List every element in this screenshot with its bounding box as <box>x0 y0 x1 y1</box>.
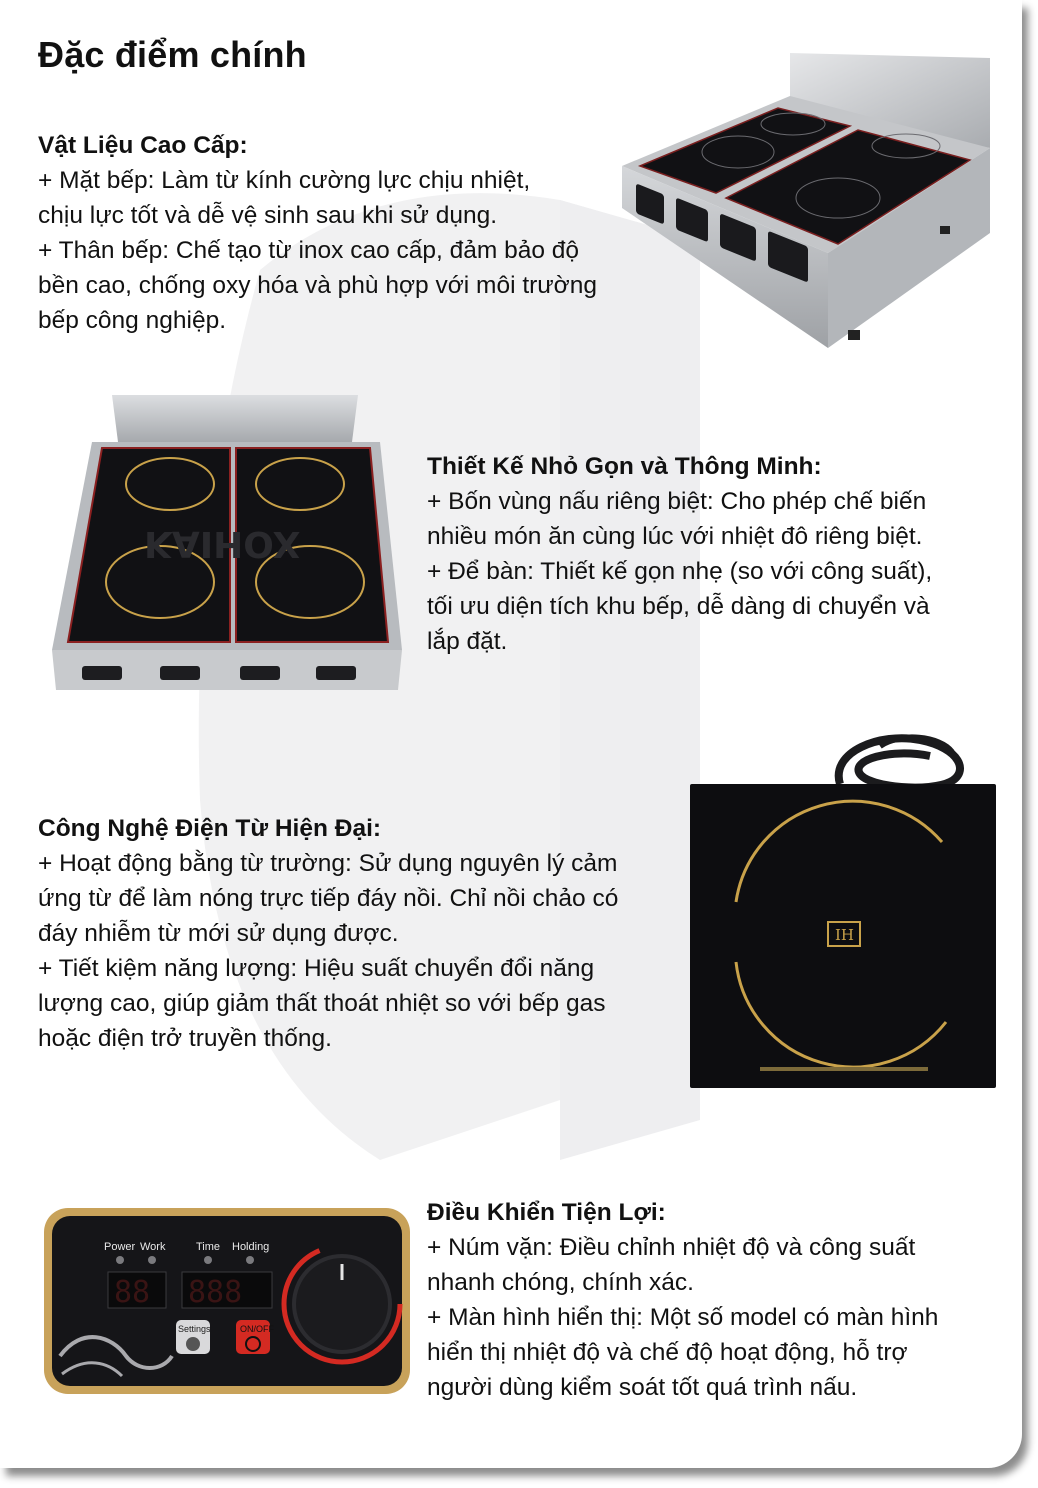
section-controls <box>427 1195 938 1405</box>
section-line: đáy nhiễm từ mới sử dụng được. <box>38 920 399 947</box>
page-title: Đặc điểm chính <box>38 34 307 75</box>
section-line: + Để bàn: Thiết kế gọn nhẹ (so với công suất), <box>427 558 933 585</box>
stove-top-view-image <box>52 390 404 702</box>
section-heading: Điều Khiển Tiện Lợi: <box>427 1199 666 1226</box>
section-line: + Màn hình hiển thị: Một số model có màn hình <box>427 1304 939 1331</box>
section-line: hoặc điện trở truyền thống. <box>38 1025 332 1052</box>
svg-text:Power: Power <box>104 1241 136 1253</box>
section-line: bếp công nghiệp. <box>38 307 226 334</box>
section-line: bền cao, chống oxy hóa và phù hợp với môi trường <box>38 272 598 299</box>
section-line: + Tiết kiệm năng lượng: Hiệu suất chuyển đổi năng <box>38 955 595 982</box>
control-panel-image <box>42 1206 412 1396</box>
section-materials <box>38 128 597 338</box>
section-heading: Vật Liệu Cao Cấp: <box>38 132 248 159</box>
svg-text:IH: IH <box>835 926 855 944</box>
section-technology <box>38 811 618 1056</box>
section-line: + Bốn vùng nấu riêng biệt: Cho phép chế biến <box>427 488 927 515</box>
section-line: lượng cao, giúp giảm thất thoát nhiệt so với bếp gas <box>38 990 606 1017</box>
section-line: nhiều món ăn cùng lúc với nhiệt đô riêng biệt. <box>427 523 923 550</box>
svg-text:Holding: Holding <box>232 1241 270 1253</box>
section-heading: Công Nghệ Điện Từ Hiện Đại: <box>38 815 382 842</box>
section-line: + Mặt bếp: Làm từ kính cường lực chịu nhiệt, <box>38 167 531 194</box>
svg-text:Work: Work <box>140 1241 166 1253</box>
svg-text:ON/OFF: ON/OFF <box>240 1324 274 1334</box>
section-line: tối ưu diện tích khu bếp, dễ dàng di chuyển và <box>427 593 930 620</box>
svg-text:KAIHOX: KAIHOX <box>144 523 301 564</box>
section-line: ứng từ để làm nóng trực tiếp đáy nồi. Chỉ nồi chảo có <box>38 885 619 912</box>
svg-text:888: 888 <box>188 1275 243 1310</box>
stove-angled-image <box>618 48 998 353</box>
section-line: + Thân bếp: Chế tạo từ inox cao cấp, đảm bảo độ <box>38 237 580 264</box>
section-heading: Thiết Kế Nhỏ Gọn và Thông Minh: <box>427 453 822 480</box>
section-line: nhanh chóng, chính xác. <box>427 1269 694 1296</box>
section-line: lắp đặt. <box>427 628 508 655</box>
section-line: chịu lực tốt và dễ vệ sinh sau khi sử dụng. <box>38 202 498 229</box>
svg-text:88: 88 <box>114 1275 151 1310</box>
section-line: + Hoạt động bằng từ trường: Sử dụng nguyên lý cảm <box>38 850 618 877</box>
section-line: người dùng kiểm soát tốt quá trình nấu. <box>427 1374 858 1401</box>
glass-plate-image <box>690 722 998 1090</box>
section-line: hiển thị nhiệt độ và chế độ hoạt động, hỗ trợ <box>427 1339 908 1366</box>
svg-text:Settings: Settings <box>178 1324 211 1334</box>
section-design <box>427 449 932 659</box>
section-line: + Núm vặn: Điều chỉnh nhiệt độ và công suất <box>427 1234 916 1261</box>
svg-text:Time: Time <box>196 1241 221 1253</box>
